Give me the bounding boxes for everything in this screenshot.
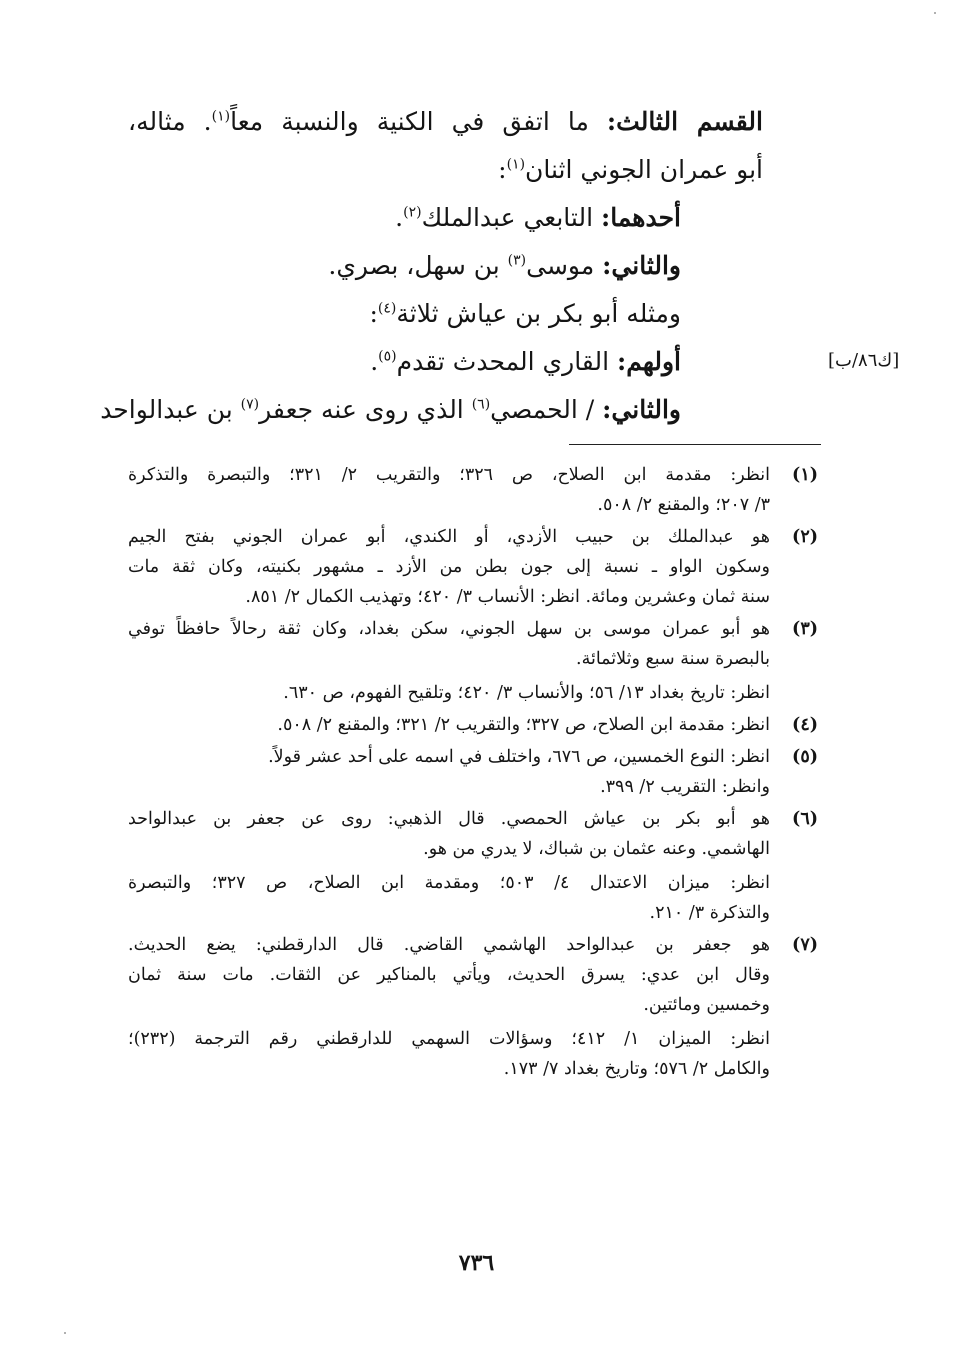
main-text-line [128,242,763,290]
page-number: ٧٣٦ [458,1250,495,1276]
footnote [128,710,818,740]
footnote-number: (٢) [792,527,818,547]
footnote-line: والتذكرة ٣/ ٢١٠. [649,903,770,923]
line-lead: أولهم: [616,347,681,376]
footnote-line: والكامل ٢/ ٥٧٦؛ وتاريخ بغداد ٧/ ١٧٣. [503,1059,770,1079]
footnote-line: انظر: تاريخ بغداد ١٣/ ٥٦؛ والأنساب ٣/ ٤٢٠؛ وتلقيح الفهوم، ص ٦٣٠. [283,683,770,703]
line-text: . مثاله، [128,107,212,136]
scan-speck [64,1332,66,1334]
footnote [128,522,818,612]
footnote [128,742,818,802]
line-text: أبو عمران الجوني اثنان [525,155,763,184]
main-text-line [128,98,763,146]
footnote-line: وانظر: التقريب ٢/ ٣٩٩. [600,777,770,797]
footnote-ref: (٢) [403,204,422,221]
line-text: التابعي عبدالملك [421,203,601,232]
footnote [128,930,818,1084]
line-text: : [369,299,378,328]
footnote [128,804,818,928]
footnote-ref: (٧) [240,396,260,413]
line-lead: القسم الثالث: [606,107,763,136]
footnotes [128,460,818,1084]
line-text: : [498,155,507,184]
footnote-line: وقال ابن عدي: يسرق الحديث، ويأتي بالمناكير عن الثقات. مات سنة ثمان [128,965,770,985]
footnote-ref: (١) [506,156,526,173]
footnote-ref: (٥) [378,348,397,365]
footnote [128,460,818,520]
footnote-line: هو أبو بكر بن عياش الحمصي. قال الذهبي: روى عن جعفر بن عبدالواحد [128,809,770,829]
main-text-line [128,338,763,386]
footnote-separator [569,444,821,445]
line-text: بن سهل، بصري. [328,251,508,280]
line-text: بن عبدالواحد [100,395,241,424]
footnote-number: (٦) [792,809,818,829]
main-text-line [128,194,763,242]
main-text-line [128,146,763,194]
footnote-number: (١) [792,465,818,485]
footnote-line: انظر: ميزان الاعتدال ٤/ ٥٠٣؛ ومقدمة ابن الصلاح، ص ٣٢٧؛ والتبصرة [128,873,770,893]
footnote-line: سنة ثمان وعشرين ومائة. انظر: الأنساب ٣/ ٤٢٠؛ وتهذيب الكمال ٢/ ٨٥١. [245,587,770,607]
footnote-line: هو جعفر بن عبدالواحد الهاشمي القاضي. قال الدارقطني: يضع الحديث. [128,935,770,955]
line-lead: والثاني: [602,395,681,424]
line-text: ومثله أبو بكر بن عياش ثلاثة [396,299,681,328]
line-text: موسى [526,251,603,280]
footnote-number: (٤) [792,715,818,735]
line-text: القاري المحدث تقدم [396,347,617,376]
line-text: ما اتفق في الكنية والنسبة معاً [230,107,607,136]
footnote [128,614,818,708]
footnote-line: وخمسين ومائتين. [643,995,770,1015]
footnote-line: انظر: النوع الخمسين، ص ٦٧٦، واختلف في اسمه على أحد عشر قولاً. [268,747,770,767]
line-lead: والثاني: [602,251,681,280]
footnote-ref: (٤) [377,300,397,317]
footnote-line: الهاشمي. وعنه عثمان بن شباك، لا يدري من هو. [423,839,770,859]
footnote-ref: (٣) [507,252,527,269]
line-text: . [370,347,379,376]
footnote-number: (٣) [792,619,818,639]
main-text-line [128,290,763,338]
line-lead: أحدهما: [600,203,681,232]
footnote-line: هو أبو عمران موسى بن سهل الجوني، سكن بغداد، وكان ثقة رحالاً حافظاً توفي [128,619,770,639]
main-text-line [100,386,763,434]
footnote-line: ٣/ ٢٠٧؛ والمقنع ٢/ ٥٠٨. [597,495,770,515]
main-text [100,98,763,434]
footnote-number: (٧) [792,935,818,955]
line-text: . [395,203,404,232]
footnote-number: (٥) [792,747,818,767]
footnote-line: هو عبدالملك بن حبيب الأزدي، أو الكندي، أبو عمران الجوني بفتح الجيم [128,527,770,547]
manuscript-folio-note: [ك٨٦/ب] [828,350,900,371]
line-text: الذي روى عنه جعفر [259,395,472,424]
footnote-line: بالبصرة سنة سبع وثلاثمائة. [576,649,770,669]
footnote-line: انظر: الميزان ١/ ٤١٢؛ وسؤالات السهمي للدارقطني رقم الترجمة (٢٣٢)؛ [128,1029,770,1049]
footnote-line: وسكون الواو ـ نسبة إلى جون بطن من الأزد ـ مشهور بكنيته، وكان ثقة مات [128,557,770,577]
footnote-line: انظر: مقدمة ابن الصلاح، ص ٣٢٦؛ والتقريب ٢/ ٣٢١؛ والتبصرة والتذكرة [128,465,770,485]
footnote-ref: (٦) [471,396,491,413]
scan-speck [934,12,936,14]
footnote-line: انظر: مقدمة ابن الصلاح، ص ٣٢٧؛ والتقريب ٢/ ٣٢١؛ والمقنع ٢/ ٥٠٨. [277,715,770,735]
line-text: / الحمصي [490,395,603,424]
footnote-ref: (١) [211,108,231,125]
